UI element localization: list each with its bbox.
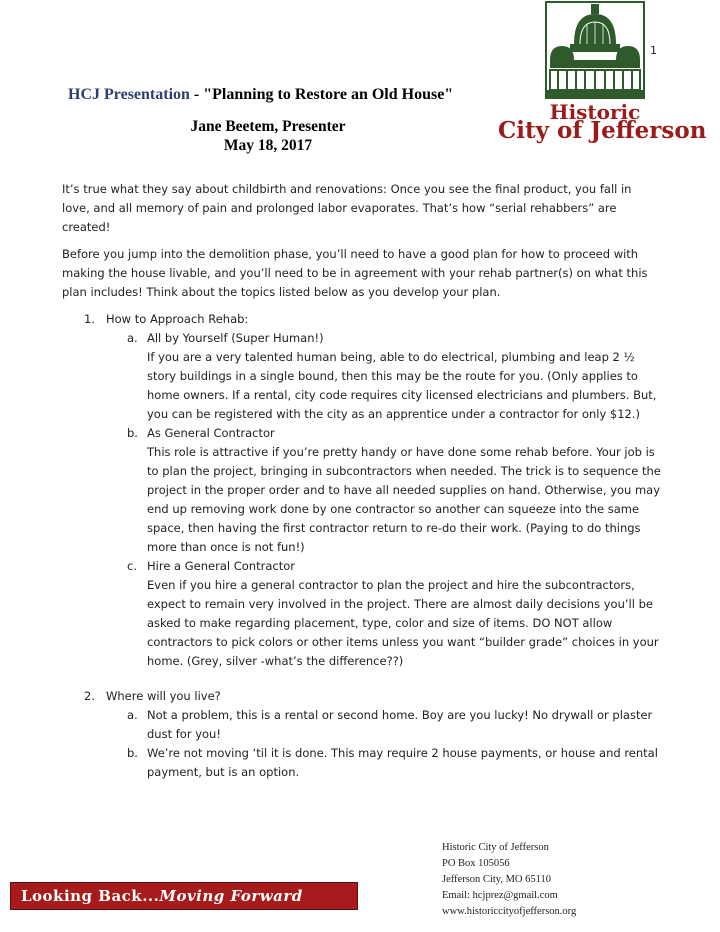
subtopic-item (106, 706, 662, 744)
footer-banner (10, 882, 358, 910)
subtopic-list (106, 706, 662, 782)
subtopic-heading: Hire a General Contractor (147, 559, 295, 573)
address-line: PO Box 105056 (442, 858, 510, 869)
intro-paragraph: Before you jump into the demolition phase, you’ll need to have a good plan for how to proceed with making the house livable, and you’ll need to be in agreement with your rehab partner(s) on what this plan includes! Think about the topics listed below as you develop your plan. (62, 247, 648, 299)
email-line[interactable]: Email: hcjprez@gmail.com (442, 890, 558, 901)
subtopic-text: Not a problem, this is a rental or second home. Boy are you lucky! No drywall or plaster dust for you! (147, 708, 653, 741)
subtopic-letter: a. (127, 331, 138, 345)
banner-plain: Looking Back... (21, 887, 160, 905)
subtopic-list (106, 329, 662, 671)
list-spacer (62, 671, 662, 687)
topic-list (62, 310, 662, 782)
topic-number: 1. (84, 312, 95, 326)
subtopic-text: This role is attractive if you’re pretty handy or have done some rehab before. Your job is to plan the project, bringing in subcontractors when needed. The trick is to sequence the project in the proper order and to have all needed supplies on hand. Otherwise, you may end up removing work done by one contractor so another can squeeze into the same space, then having the first contractor return to re-do their work. (Paying to do things more than once is not fun!) (147, 445, 661, 554)
contact-address (442, 840, 642, 920)
topic-item (62, 310, 662, 671)
title-brand: HCJ Presentation (68, 86, 190, 103)
subtopic-item (106, 424, 662, 557)
page-number: 1 (650, 44, 657, 57)
intro-paragraph: It’s true what they say about childbirth and renovations: Once you see the final product, you fall in love, and all memory of pain and prolonged labor evaporates. That’s how “serial rehabbers” are created! (62, 182, 632, 234)
document-body (62, 180, 662, 782)
logo-city-of-jefferson: City of Jefferson (498, 117, 707, 144)
subtopic-letter: b. (127, 426, 138, 440)
address-line: Jefferson City, MO 65110 (442, 874, 551, 885)
banner-italic: Moving Forward (159, 887, 303, 905)
capitol-dome-icon (540, 0, 650, 100)
subtopic-letter: a. (127, 708, 138, 722)
subtopic-heading: As General Contractor (147, 426, 275, 440)
presentation-title (68, 86, 453, 104)
presenter: Jane Beetem, Presenter (190, 118, 346, 135)
subtopic-item (106, 744, 662, 782)
subtopic-letter: c. (127, 559, 137, 573)
subtopic-item (106, 557, 662, 671)
subtopic-text: If you are a very talented human being, able to do electrical, plumbing and leap 2 ½ story buildings in a single bound, then this may be the route for you. (Only applies to home owners. If a rental, city code requires city licensed electricians and plumbers. But, you can be registered with the city as an apprentice under a contractor for only $12.) (147, 350, 657, 421)
topic-item (62, 687, 662, 782)
address-line: Historic City of Jefferson (442, 842, 549, 853)
subtopic-letter: b. (127, 746, 138, 760)
subtopic-heading: All by Yourself (Super Human!) (147, 331, 324, 345)
topic-title: Where will you live? (106, 689, 221, 703)
presentation-date: May 18, 2017 (223, 137, 313, 154)
logo-historic: Historic (549, 100, 641, 124)
subtopic-item (106, 329, 662, 424)
website-link[interactable]: www.historiccityofjefferson.org (442, 906, 577, 917)
subtopic-text: We’re not moving ‘til it is done. This may require 2 house payments, or house and rental payment, but is an option. (147, 746, 658, 779)
title-text: - "Planning to Restore an Old House" (189, 86, 454, 103)
topic-title: How to Approach Rehab: (106, 312, 249, 326)
subtopic-text: Even if you hire a general contractor to plan the project and hire the subcontractors, expect to remain very involved in the project. There are almost daily decisions you’ll be asked to make regarding placement, type, color and size of items. DO NOT allow contractors to pick colors or other items unless you want “builder grade” choices in your home. (Grey, silver -what’s the difference??) (147, 578, 659, 668)
topic-number: 2. (84, 689, 95, 703)
